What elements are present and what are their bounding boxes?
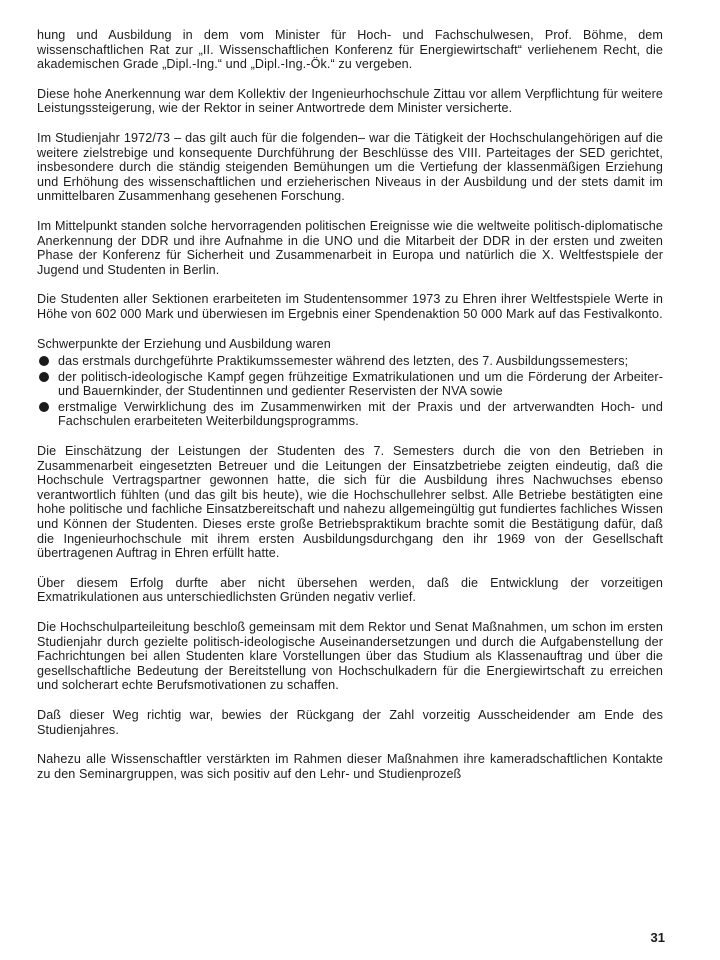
list-item-text: der politisch-ideologische Kampf gegen frühzeitige Exmatrikulationen und um die Förderung der Arbeiter- und Bauernkinder, der Studentinnen und gedienter Reservisten der NVA sowie (58, 369, 663, 399)
paragraph: Nahezu alle Wissenschaftler verstärkten im Rahmen dieser Maßnahmen ihre kameradschaftlichen Kontakte zu den Seminargruppen, was sich positiv auf den Lehr- und Studienprozeß (37, 752, 663, 781)
paragraph: Die Einschätzung der Leistungen der Studenten des 7. Semesters durch die von den Betrieben in Zusammenarbeit eingesetzten Betreuer und die Leitungen der Einsatzbetriebe zeigten eindeutig, daß die Hochschule Vertragspartner gewonnen hatte, die sich für die Ausbildung ihres Nachwuchses ebenso verantwortlich fühlten (und das gilt bis heute), wie die Hochschullehrer selbst. Alle Betriebe bestätigten eine hohe politische und fachliche Einsatzbereitschaft und nahezu allgemeingültig gut fundiertes fachliches Wissen und Können der Studenten. Dieses erste große Betriebspraktikum brachte somit die Bestätigung dafür, daß die Ingenieurhochschule mit ihrem ersten Ausbildungsdurchgang den ihr 1969 von der Gesellschaft übertragenen Auftrag in Ehren erfüllt hatte. (37, 444, 663, 561)
paragraph: Über diesem Erfolg durfte aber nicht übersehen werden, daß die Entwicklung der vorzeitigen Exmatrikulationen aus unterschiedlichsten Gründen negativ verlief. (37, 575, 663, 605)
paragraph: Im Studienjahr 1972/73 – das gilt auch für die folgenden– war die Tätigkeit der Hochschulangehörigen auf die weitere zielstrebige und konsequente Durchführung der Beschlüsse des VIII. Parteitages der SED gerichtet, insbesondere durch die ständig steigenden Bemühungen um die Vertiefung der klassenmäßigen Erziehung und Erhöhung des wissenschaftlichen und erzieherischen Niveaus in der Ausbildung und der stets damit im unmittelbaren Zusammenhang gesehenen Forschung. (37, 130, 663, 204)
list-item-text: das erstmals durchgeführte Praktikumssemester während des letzten, des 7. Ausbildungssemesters; (58, 354, 629, 369)
paragraph: hung und Ausbildung in dem vom Minister für Hoch- und Fachschulwesen, Prof. Böhme, dem wissenschaftlichen Rat zur „II. Wissenschaftlichen Konferenz für Energiewirtschaft“ verliehenem Recht, die akademischen Grade „Dipl.-Ing.“ und „Dipl.-Ing.-Ök.“ zu vergeben. (37, 28, 663, 72)
page-number: 31 (650, 930, 665, 945)
paragraph: Diese hohe Anerkennung war dem Kollektiv der Ingenieurhochschule Zittau vor allem Verpflichtung für weitere Leistungssteigerung, wie der Rektor in seiner Antwortrede dem Minister versicherte. (37, 86, 663, 116)
list-item (37, 354, 663, 369)
list-intro: Schwerpunkte der Erziehung und Ausbildung waren (37, 336, 331, 351)
list-item (37, 400, 663, 429)
paragraph: Daß dieser Weg richtig war, bewies der Rückgang der Zahl vorzeitig Ausscheidender am Ende des Studienjahres. (37, 707, 663, 737)
bullet-icon (39, 372, 49, 382)
bullet-list (37, 354, 663, 429)
document-page (37, 28, 663, 796)
bullet-icon (39, 356, 49, 366)
bullet-icon (39, 402, 49, 412)
paragraph: Die Studenten aller Sektionen erarbeiteten im Studentensommer 1973 zu Ehren ihrer Weltfestspiele Werte in Höhe von 602 000 Mark und überwiesen im Ergebnis einer Spendenaktion 50 000 Mark auf das Festivalkonto. (37, 292, 663, 321)
list-item-text: erstmalige Verwirklichung des im Zusammenwirken mit der Praxis und der artverwandten Hoch- und Fachschulen erarbeiteten Weiterbildungsprogramms. (58, 399, 663, 429)
paragraph: Die Hochschulparteileitung beschloß gemeinsam mit dem Rektor und Senat Maßnahmen, um schon im ersten Studienjahr durch gezielte politisch-ideologische Auseinandersetzungen und durch die Aufgabenstellung der Fachrichtungen bei allen Studenten klare Vorstellungen über das Studium als Klassenauftrag und über die gesellschaftliche Bedeutung der Bereitstellung von Hochschulkadern für die Energiewirtschaft zu erreichen und solcherart echte Berufsmotivationen zu schaffen. (37, 620, 663, 693)
paragraph: Im Mittelpunkt standen solche hervorragenden politischen Ereignisse wie die weltweite politisch-diplomatische Anerkennung der DDR und ihre Aufnahme in die UNO und die Mitarbeit der DDR in der ersten und zweiten Phase der Konferenz für Sicherheit und Zusammenarbeit in Europa und natürlich die X. Weltfestspiele der Jugend und Studenten in Berlin. (37, 218, 663, 277)
list-item (37, 370, 663, 399)
